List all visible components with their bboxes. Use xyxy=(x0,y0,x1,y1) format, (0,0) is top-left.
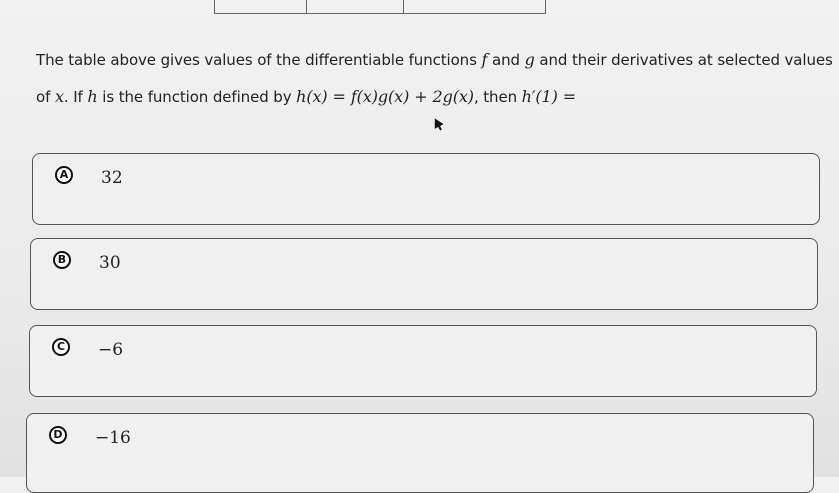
choice-b[interactable] xyxy=(30,238,818,310)
function-f: f xyxy=(481,50,488,69)
choice-letter-d: D xyxy=(49,426,67,444)
choice-value-c: −6 xyxy=(98,340,124,360)
question-text: , then xyxy=(473,88,517,106)
choice-value-a: 32 xyxy=(101,168,123,188)
table-cell xyxy=(404,0,545,13)
choice-a[interactable] xyxy=(32,153,820,225)
function-g: g xyxy=(524,50,535,69)
values-table-bottom-edge xyxy=(214,0,546,14)
question-line-2 xyxy=(36,87,576,107)
question-text: and xyxy=(491,51,520,69)
question-text: is the function defined by xyxy=(102,88,292,106)
question-text: . If xyxy=(63,88,83,106)
variable-x: x xyxy=(54,87,64,106)
choice-d[interactable] xyxy=(26,413,814,493)
question-text: The table above gives values of the differentiable functions xyxy=(36,51,477,69)
choice-value-b: 30 xyxy=(99,253,121,273)
question-line-1 xyxy=(36,50,833,70)
derivative-expression: h′(1) = xyxy=(521,87,577,106)
mouse-pointer-icon xyxy=(430,116,443,129)
table-cell xyxy=(215,0,307,13)
choice-letter-a: A xyxy=(55,166,73,184)
function-h: h xyxy=(87,87,98,106)
choice-letter-b: B xyxy=(53,251,71,269)
choice-letter-c: C xyxy=(52,338,70,356)
choice-value-d: −16 xyxy=(95,428,131,448)
table-cell xyxy=(307,0,403,13)
question-text: of xyxy=(36,88,51,106)
choice-c[interactable] xyxy=(29,325,817,397)
question-text: and their derivatives at selected values xyxy=(539,51,833,69)
formula-h: h(x) = f(x)g(x) + 2g(x) xyxy=(296,87,474,106)
